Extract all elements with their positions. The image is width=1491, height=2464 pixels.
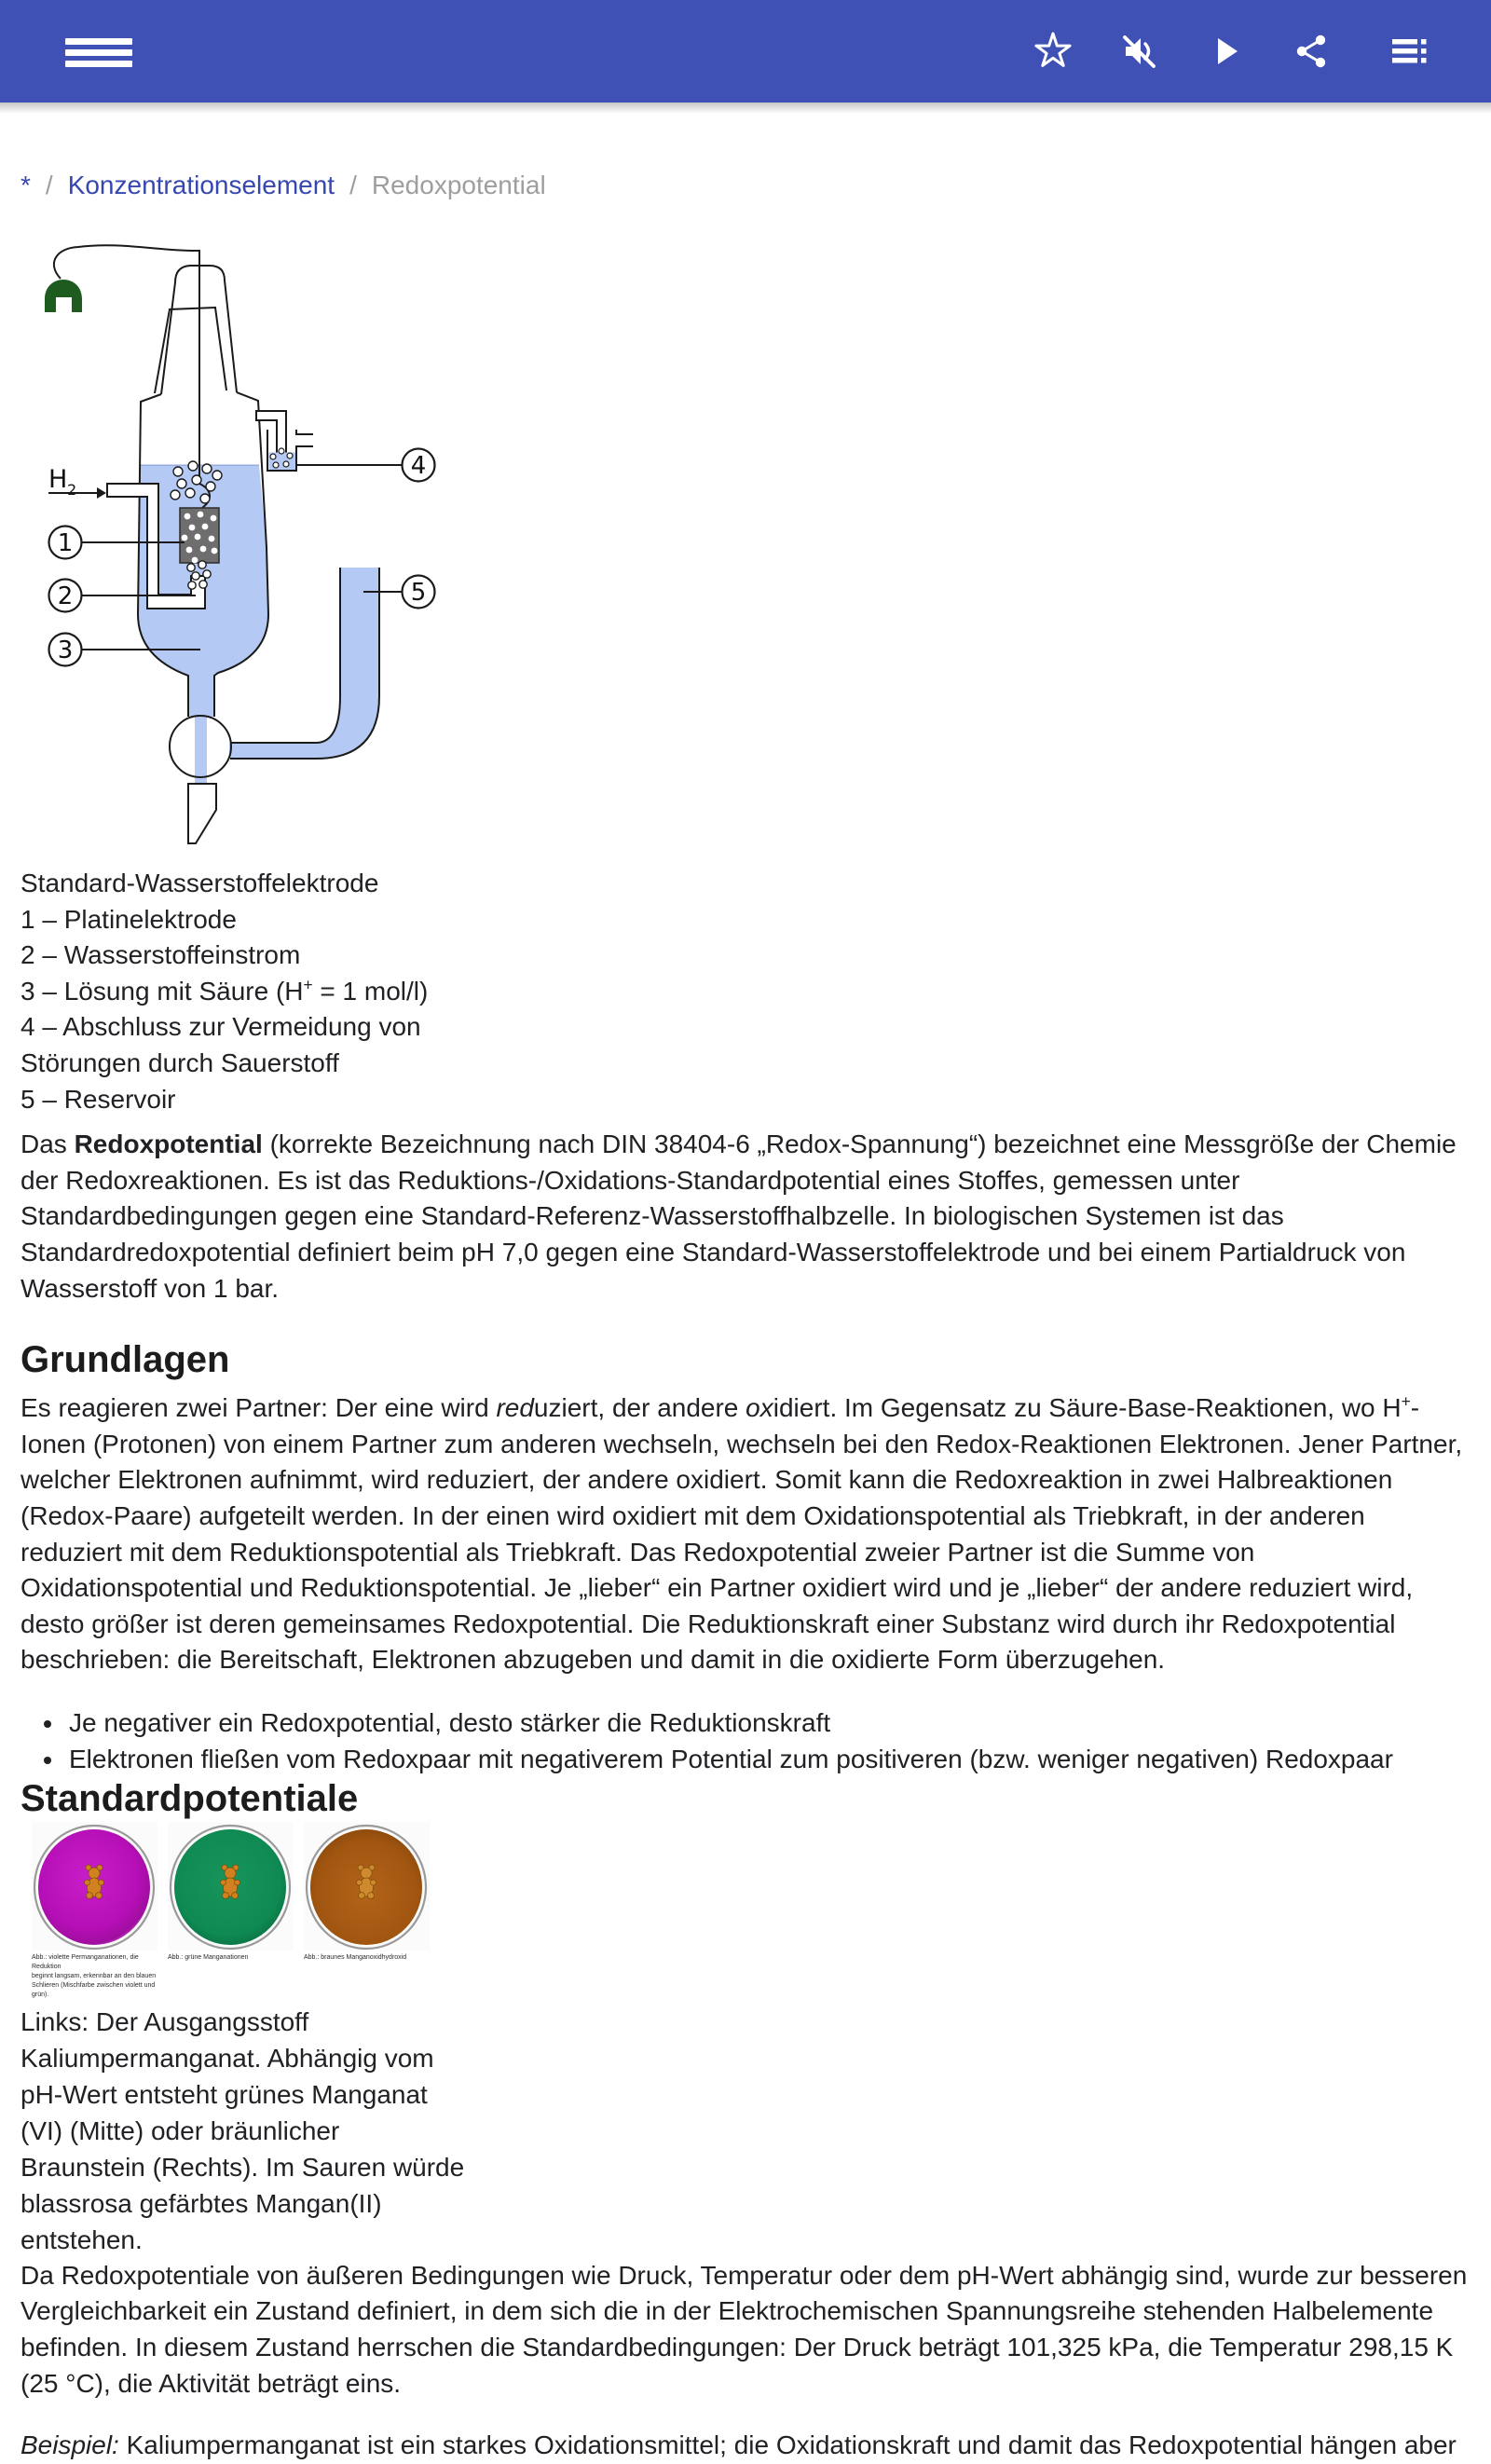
app-bar xyxy=(0,0,1491,103)
section-heading-standardpotentiale: Standardpotentiale xyxy=(21,1777,359,1819)
redox-bullet-list: • Je negativer ein Redoxpotential, desto stärker die Reduktionskraft • Elektronen fließen vom Redoxpaar mit negativerem Potential zum positiveren (bzw. weniger negativen) Redoxpaar xyxy=(21,1704,1470,1777)
svg-text:2: 2 xyxy=(57,582,74,610)
svg-text:3: 3 xyxy=(57,637,74,664)
image-caption: Abb.: grüne Manganationen xyxy=(168,1953,249,1961)
beispiel-paragraph: Beispiel: Kaliumpermanganat ist ein starkes Oxidationsmittel; die Oxidationskraft und damit das Redoxpotential hängen aber xyxy=(21,2430,1457,2460)
breadcrumb-current: Redoxpotential xyxy=(371,171,546,199)
permanganate-figure xyxy=(32,1822,460,2000)
petri-dish-image-brown[interactable] xyxy=(304,1822,430,2000)
star-outline-icon[interactable] xyxy=(1033,31,1074,72)
breadcrumb-home-link[interactable]: * xyxy=(21,171,31,199)
menu-icon[interactable] xyxy=(65,38,132,67)
image-caption: Abb.: violette Permanganationen, die Reduktion beginnt langsam, erkennbar an den blauen Schlieren (Mischfarbe zwischen violett und grün). xyxy=(32,1953,157,1998)
svg-text:4: 4 xyxy=(410,452,427,480)
breadcrumb-parent-link[interactable]: Konzentrationselement xyxy=(67,171,335,199)
arrow-icon xyxy=(97,487,106,499)
section-heading-grundlagen: Grundlagen xyxy=(21,1339,230,1381)
breadcrumb-separator: / xyxy=(349,171,357,199)
standard-conditions-paragraph: Da Redoxpotentiale von äußeren Bedingungen wie Druck, Temperatur oder dem pH-Wert abhängig sind, wurde zur besseren Vergleichbarkeit ein Zustand definiert, in dem sich die in der Elektrochemischen Spannungsreihe stehenden Halbelemente befinden. In diesem Zustand herrschen die Standardbedingungen: Der Druck beträgt 101,325 kPa, die Temperatur 298,15 K (25 °C), die Aktivität beträgt eins. xyxy=(21,2260,1468,2398)
svg-text:1: 1 xyxy=(57,529,74,557)
share-icon[interactable] xyxy=(1291,31,1332,72)
volume-off-icon[interactable] xyxy=(1118,31,1159,72)
svg-text:2: 2 xyxy=(67,481,77,499)
h2-label: H xyxy=(48,465,68,494)
gummy-bear xyxy=(85,1865,104,1898)
play-icon[interactable] xyxy=(1205,31,1246,72)
toc-icon[interactable] xyxy=(1388,31,1429,72)
article-content xyxy=(0,170,1491,2464)
petri-dish-image-green[interactable] xyxy=(168,1822,294,2000)
image-caption: Abb.: braunes Manganoxidhydroxid xyxy=(304,1953,407,1961)
figure-caption-links: Links: Der Ausgangsstoff Kaliumpermanganat. Abhängig vom pH-Wert entsteht grünes Manganat (VI) (Mitte) oder bräunlicher Braunstein (Rechts). Im Sauren würde blassrosa gefärbtes Mangan(II) entstehen. xyxy=(21,2006,465,2254)
breadcrumb xyxy=(21,170,1470,200)
gummy-bear xyxy=(357,1865,376,1898)
diagram-caption: Standard-Wasserstoffelektrode 1 – Platinelektrode 2 – Wasserstoffeinstrom 3 – Lösung mit Säure (H+ = 1 mol/l) 4 – Abschluss zur Vermeidung von Störungen durch Sauerstoff 5 – Reservoir xyxy=(21,869,429,1114)
petri-dish-image-violet[interactable] xyxy=(32,1822,157,2000)
hydrogen-electrode-diagram[interactable] xyxy=(32,240,446,855)
intro-paragraph: Das Redoxpotential (korrekte Bezeichnung nach DIN 38404-6 „Redox-Spannung“) bezeichnet eine Messgröße der Chemie der Redoxreaktionen. Es ist das Reduktions-/Oxidations-Standardpotential eines Stoffes, gemessen unter Standardbedingungen gegen eine Standard-Referenz-Wasserstoffhalbzelle. In biologischen Systemen ist das Standardredoxpotential definiert beim pH 7,0 gegen eine Standard-Wasserstoffelektrode und bei einem Partialdruck von Wasserstoff von 1 bar. xyxy=(21,1129,1457,1303)
breadcrumb-separator: / xyxy=(45,171,53,199)
grundlagen-paragraph: Es reagieren zwei Partner: Der eine wird reduziert, der andere oxidiert. Im Gegensatz zu Säure-Base-Reaktionen, wo H+-Ionen (Protonen) von einem Partner zum anderen wechseln, wechseln bei den Redox-Reaktionen Elektronen. Jener Partner, welcher Elektronen aufnimmt, wird reduziert, der andere oxidiert. Somit kann die Redoxreaktion in zwei Halbreaktionen (Redox-Paare) aufgeteilt werden. In der einen wird oxidiert mit dem Oxidationspotential als Triebkraft, in der anderen reduziert mit dem Reduktionspotential als Triebkraft. Das Redoxpotential zweier Partner ist die Summe von Oxidationspotential und Reduktionspotential. Je „lieber“ ein Partner oxidiert wird und je „lieber“ der andere reduziert wird, desto größer ist deren gemeinsames Redoxpotential. Die Reduktionskraft einer Substanz wird durch ihr Redoxpotential beschrieben: die Bereitschaft, Elektronen abzugeben und damit in die oxidierte Form überzugehen. xyxy=(21,1391,1463,1675)
svg-text:5: 5 xyxy=(410,579,427,607)
gummy-bear xyxy=(221,1865,240,1898)
crocodile-clip xyxy=(45,280,82,312)
